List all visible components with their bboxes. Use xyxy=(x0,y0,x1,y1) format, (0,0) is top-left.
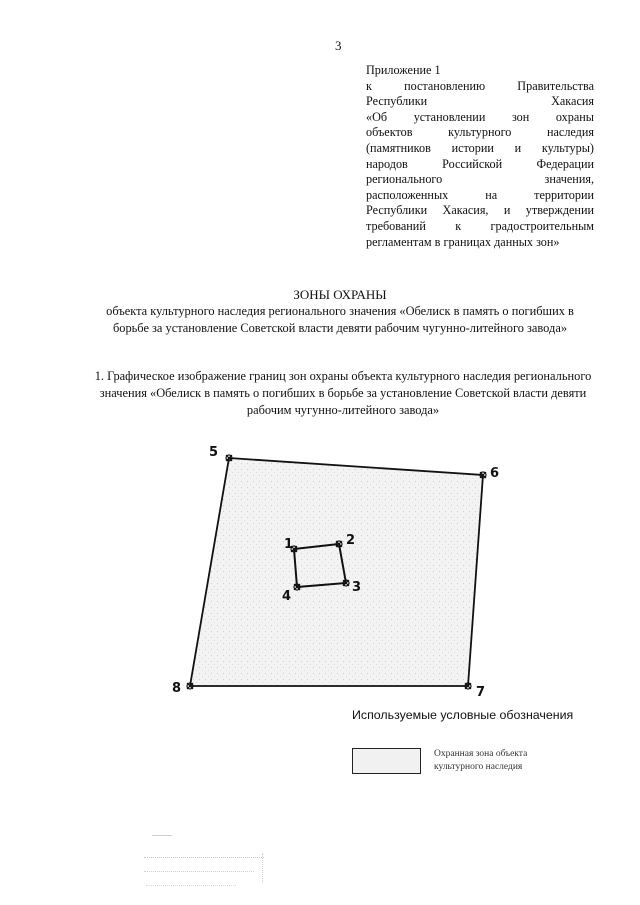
appendix-line: регионального значения, xyxy=(366,172,594,187)
page-number: 3 xyxy=(335,38,342,53)
legend-title: Используемые условные обозначения xyxy=(352,708,574,722)
appendix-line: объектов культурного наследия xyxy=(366,125,594,140)
faded-stamp xyxy=(142,835,270,897)
section-1-text: 1. Графическое изображение границ зон охраны объекта культурного наследия регионального значения «Обелиск в память о погибших в борьбе за установление Советской власти девяти рабочим чугунно-литейного завода» xyxy=(94,369,592,417)
appendix-line: Приложение 1 xyxy=(366,63,441,77)
legend-swatch xyxy=(352,748,421,774)
appendix-line: народов Российской Федерации xyxy=(366,156,594,171)
point-label: 6 xyxy=(490,466,500,481)
point-label: 3 xyxy=(352,580,362,595)
appendix-line: требований к градостроительным xyxy=(366,218,594,233)
point-label: 4 xyxy=(282,589,292,604)
point-label: 2 xyxy=(346,533,356,548)
page-title: ЗОНЫ ОХРАНЫ xyxy=(293,287,387,302)
appendix-line: Республики Хакасия, и утверждении xyxy=(366,203,594,218)
protection-zone-area xyxy=(190,458,483,686)
appendix-line: Республики Хакасия xyxy=(366,94,594,109)
appendix-line: «Об установлении зон охраны xyxy=(366,109,594,124)
point-label: 5 xyxy=(209,445,219,460)
appendix-line: регламентам в границах данных зон» xyxy=(366,234,560,249)
point-label: 8 xyxy=(172,681,182,696)
page-subtitle: объекта культурного наследия регионального значения «Обелиск в память о погибших в борьбе за установление Советской власти девяти рабочим чугунно-литейного завода» xyxy=(106,304,574,335)
point-label: 7 xyxy=(476,685,486,700)
appendix-line: расположенных на территории xyxy=(366,187,594,202)
legend-label: Охранная зона объекта культурного наследия xyxy=(434,749,528,772)
point-label: 1 xyxy=(284,537,294,552)
appendix-line: (памятников истории и культуры) xyxy=(366,140,594,155)
appendix-line: к постановлению Правительства xyxy=(366,78,594,93)
